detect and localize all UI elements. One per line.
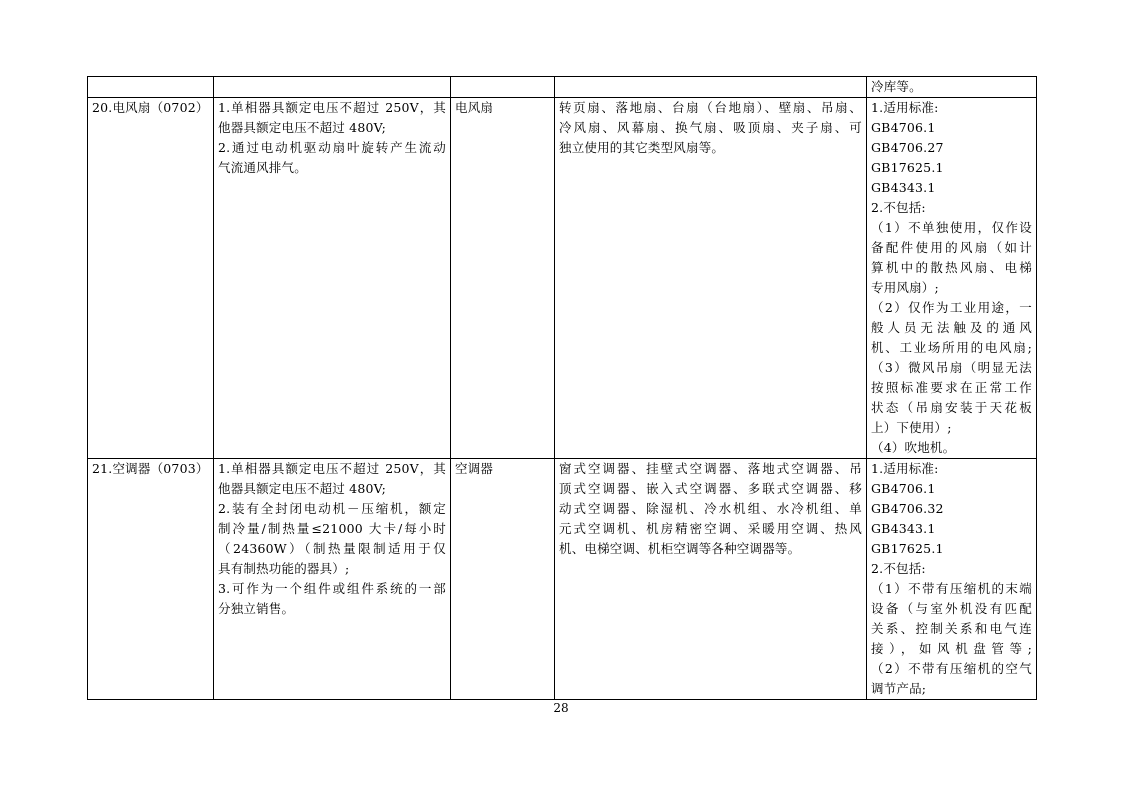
scope-line: 转页扇、落地扇、台扇（台地扇）、壁扇、吊扇、 — [559, 100, 862, 115]
notes-line: 调节产品; — [871, 681, 927, 696]
definition-line: 具有制热功能的器具）; — [218, 561, 350, 576]
notes-line: 按照标准要求在正常工作 — [871, 380, 1032, 395]
continuation-category-cell — [451, 77, 555, 98]
product-scope-cell — [555, 459, 867, 700]
product-category: 电风扇 — [455, 100, 494, 115]
notes-line: 冷库等。 — [871, 79, 922, 94]
notes-line: 设备（与室外机没有匹配 — [871, 601, 1032, 616]
notes-line: 接），如风机盘管等; — [871, 641, 1032, 656]
notes-line: GB4706.1 — [871, 481, 936, 496]
notes-line: GB4343.1 — [871, 180, 936, 195]
notes-line: GB4706.1 — [871, 120, 936, 135]
table-row-electric-fan — [88, 98, 1037, 459]
product-name: 21.空调器（0703） — [92, 461, 209, 476]
scope-line: 机、电梯空调、机柜空调等各种空调器等。 — [559, 541, 801, 556]
product-scope-cell — [555, 98, 867, 459]
notes-line: GB4706.27 — [871, 140, 944, 155]
definition-line: 他器具额定电压不超过 480V; — [218, 120, 387, 135]
table-row-air-conditioner — [88, 459, 1037, 700]
product-definition-cell — [214, 98, 451, 459]
notes-line: 2.不包括: — [871, 200, 926, 215]
notes-line: （2）仅作为工业用途，一 — [871, 300, 1032, 315]
product-catalog-table — [87, 76, 1037, 700]
scope-line: 顶式空调器、嵌入式空调器、多联式空调器、移 — [559, 481, 862, 496]
definition-line: 分独立销售。 — [218, 601, 295, 616]
definition-line: 他器具额定电压不超过 480V; — [218, 481, 387, 496]
definition-line: 1.单相器具额定电压不超过 250V，其 — [218, 461, 446, 476]
notes-line: GB4706.32 — [871, 501, 944, 516]
notes-line: 上）下使用）; — [871, 420, 952, 435]
scope-line: 动式空调器、除湿机、冷水机组、水冷机组、单 — [559, 501, 862, 516]
product-notes-cell — [867, 98, 1037, 459]
product-notes-cell — [867, 459, 1037, 700]
product-name: 20.电风扇（0702） — [92, 100, 209, 115]
product-category: 空调器 — [455, 461, 494, 476]
notes-line: 2.不包括: — [871, 561, 926, 576]
notes-line: GB4343.1 — [871, 521, 936, 536]
notes-line: 算机中的散热风扇、电梯 — [871, 260, 1032, 275]
notes-line: （3）微风吊扇（明显无法 — [871, 360, 1032, 375]
product-name-cell — [88, 98, 214, 459]
definition-line: 气流通风排气。 — [218, 160, 307, 175]
continuation-scope-cell — [555, 77, 867, 98]
notes-line: GB17625.1 — [871, 541, 944, 556]
notes-line: 状态（吊扇安装于天花板 — [871, 400, 1032, 415]
continuation-product-cell — [88, 77, 214, 98]
continuation-notes-cell — [867, 77, 1037, 98]
notes-line: （2）不带有压缩机的空气 — [871, 661, 1032, 676]
notes-line: （4）吹地机。 — [871, 440, 956, 455]
product-category-cell — [451, 459, 555, 700]
notes-line: GB17625.1 — [871, 160, 944, 175]
definition-line: 1.单相器具额定电压不超过 250V，其 — [218, 100, 446, 115]
notes-line: 1.适用标准: — [871, 100, 939, 115]
scope-line: 独立使用的其它类型风扇等。 — [559, 140, 725, 155]
scope-line: 冷风扇、风幕扇、换气扇、吸顶扇、夹子扇、可 — [559, 120, 862, 135]
scope-line: 元式空调机、机房精密空调、采暖用空调、热风 — [559, 521, 862, 536]
definition-line: 2.装有全封闭电动机－压缩机，额定 — [218, 501, 446, 516]
notes-line: 般人员无法触及的通风 — [871, 320, 1032, 335]
definition-line: 制冷量/制热量≤21000 大卡/每小时 — [218, 521, 446, 536]
notes-line: 专用风扇）; — [871, 280, 939, 295]
product-definition-cell — [214, 459, 451, 700]
product-name-cell — [88, 459, 214, 700]
page-number: 28 — [553, 701, 569, 715]
notes-line: 机、工业场所用的电风扇; — [871, 340, 1032, 355]
continuation-definition-cell — [214, 77, 451, 98]
scope-line: 窗式空调器、挂壁式空调器、落地式空调器、吊 — [559, 461, 862, 476]
notes-line: （1）不带有压缩机的末端 — [871, 581, 1032, 596]
definition-line: （24360W）（制热量限制适用于仅 — [218, 541, 446, 556]
product-category-cell — [451, 98, 555, 459]
definition-line: 2.通过电动机驱动扇叶旋转产生流动 — [218, 140, 446, 155]
notes-line: （1）不单独使用，仅作设 — [871, 220, 1032, 235]
notes-line: 1.适用标准: — [871, 461, 939, 476]
notes-line: 关系、控制关系和电气连 — [871, 621, 1032, 636]
continuation-row — [88, 77, 1037, 98]
definition-line: 3.可作为一个组件或组件系统的一部 — [218, 581, 446, 596]
notes-line: 备配件使用的风扇（如计 — [871, 240, 1032, 255]
